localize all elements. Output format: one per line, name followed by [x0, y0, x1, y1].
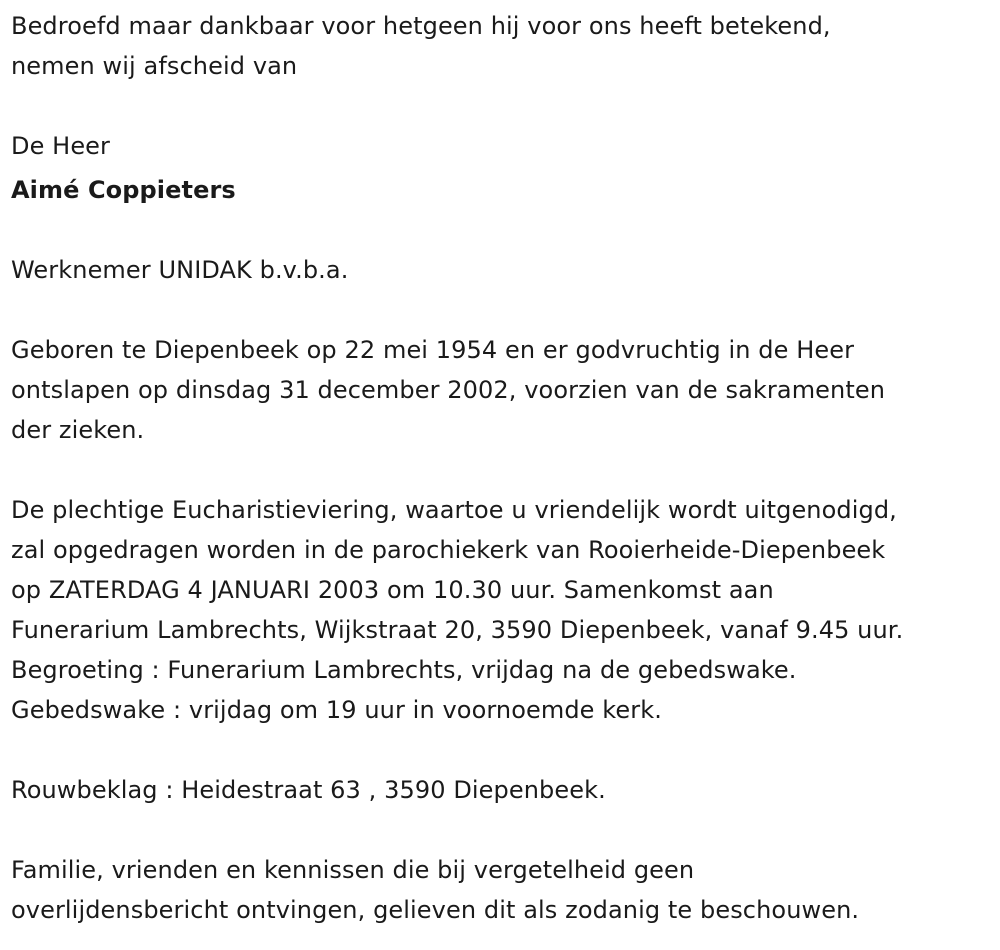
ceremony-line-2: zal opgedragen worden in de parochiekerk van Rooierheide-Diepenbeek [11, 536, 886, 564]
intro-line-1: Bedroefd maar dankbaar voor hetgeen hij voor ons heeft betekend, [11, 12, 831, 40]
intro-line-2: nemen wij afscheid van [11, 52, 298, 80]
birth-death-line-2: ontslapen op dinsdag 31 december 2002, voorzien van de sakramenten [11, 376, 886, 404]
deceased-block [11, 126, 996, 210]
birth-death-line-3: der zieken. [11, 416, 145, 444]
condolences-address: Rouwbeklag : Heidestraat 63 , 3590 Diepenbeek. [11, 776, 606, 804]
birth-death-paragraph [11, 330, 996, 450]
closing-paragraph [11, 850, 996, 930]
closing-line-2: overlijdensbericht ontvingen, gelieven dit als zodanig te beschouwen. [11, 896, 860, 924]
spacer [11, 810, 996, 850]
spacer [11, 290, 996, 330]
spacer [11, 210, 996, 250]
spacer [11, 730, 996, 770]
occupation: Werknemer UNIDAK b.v.b.a. [11, 256, 349, 284]
death-notice [11, 6, 996, 930]
spacer [11, 450, 996, 490]
deceased-name: Aimé Coppieters [11, 176, 236, 204]
closing-line-1: Familie, vrienden en kennissen die bij vergetelheid geen [11, 856, 695, 884]
intro-paragraph [11, 6, 996, 86]
ceremony-line-1: De plechtige Eucharistieviering, waartoe u vriendelijk wordt uitgenodigd, [11, 496, 897, 524]
ceremony-paragraph [11, 490, 996, 730]
ceremony-line-3: op ZATERDAG 4 JANUARI 2003 om 10.30 uur. Samenkomst aan [11, 576, 774, 604]
birth-death-line-1: Geboren te Diepenbeek op 22 mei 1954 en er godvruchtig in de Heer [11, 336, 855, 364]
spacer [11, 86, 996, 126]
deceased-title: De Heer [11, 132, 111, 160]
ceremony-line-6: Gebedswake : vrijdag om 19 uur in voornoemde kerk. [11, 696, 662, 724]
ceremony-line-4: Funerarium Lambrechts, Wijkstraat 20, 3590 Diepenbeek, vanaf 9.45 uur. [11, 616, 904, 644]
ceremony-line-5: Begroeting : Funerarium Lambrechts, vrijdag na de gebedswake. [11, 656, 797, 684]
